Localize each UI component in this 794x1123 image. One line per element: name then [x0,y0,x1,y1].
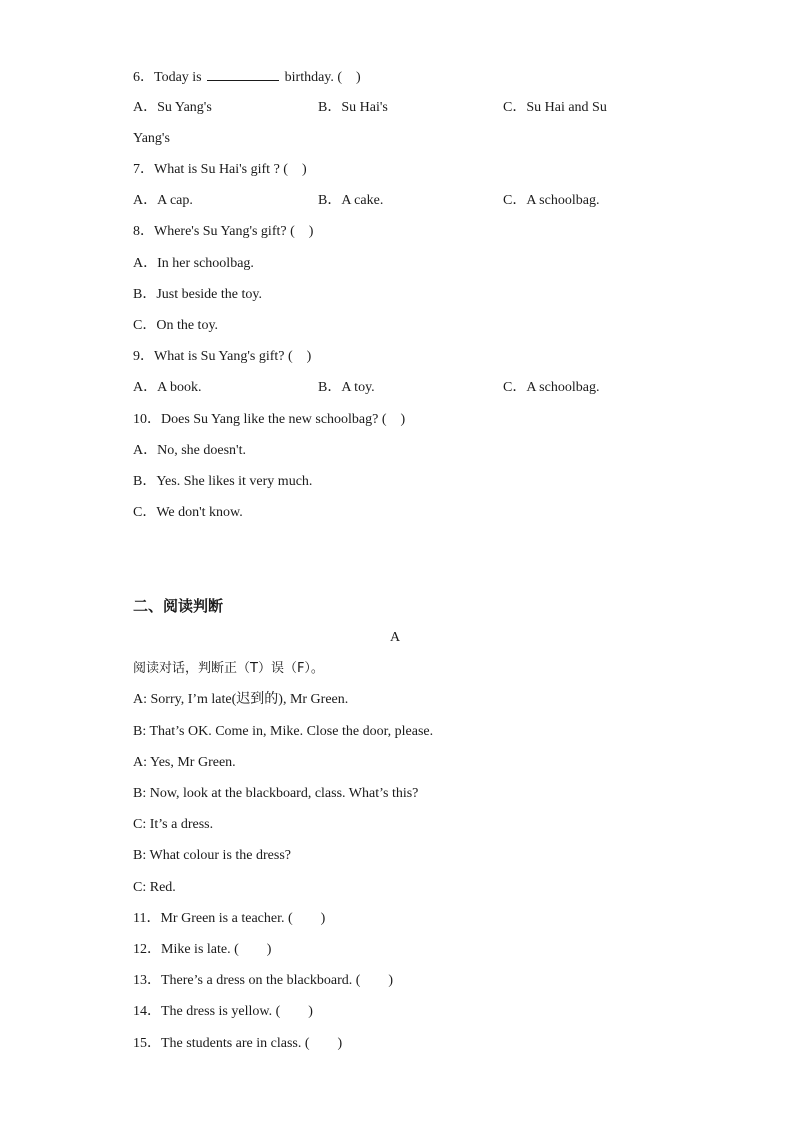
question-6-option-b: B．Su Hai's [318,100,388,115]
section-title: 二、阅读判断 [133,597,224,615]
question-10-stem: 10．Does Su Yang like the new schoolbag? ( ) [133,412,406,427]
question-8-option-b: B．Just beside the toy. [133,287,262,302]
dialogue-line: A: Yes, Mr Green. [133,755,236,770]
question-7-option-a: A．A cap. [133,193,193,208]
instruction: 阅读对话，判断正（T）误（F）。 [133,661,324,676]
question-9-option-c: C．A schoolbag. [503,380,600,395]
question-9-option-a: A．A book. [133,380,202,395]
question-10-option-c: C．We don't know. [133,505,243,520]
dialogue-line: C: It’s a dress. [133,817,214,832]
question-7-option-c: C．A schoolbag. [503,193,600,208]
question-9-stem: 9．What is Su Yang's gift? ( ) [133,349,312,364]
question-7-option-b: B．A cake. [318,193,384,208]
question-12: 12．Mike is late. ( ) [133,942,272,957]
question-15: 15．The students are in class. ( ) [133,1036,343,1051]
dialogue-line: C: Red. [133,880,176,895]
question-10-option-a: A．No, she doesn't. [133,443,246,458]
question-6-stem-start: 6．Today is [133,70,202,85]
answer-blank [207,67,279,81]
dialogue-line: A: Sorry, I’m late(迟到的), Mr Green. [133,692,349,707]
question-13: 13．There’s a dress on the blackboard. ( ) [133,973,394,988]
question-8-option-a: A．In her schoolbag. [133,256,254,271]
dialogue-line: B: Now, look at the blackboard, class. What’s this? [133,786,419,801]
question-6 [133,67,361,87]
question-8-option-c: C．On the toy. [133,318,219,333]
question-14: 14．The dress is yellow. ( ) [133,1004,313,1019]
question-6-option-c: C．Su Hai and Su [503,100,607,115]
passage-label: A [390,630,401,645]
question-6-stem-end: birthday. ( ) [284,70,361,85]
dialogue-line: B: That’s OK. Come in, Mike. Close the door, please. [133,724,434,739]
question-10-option-b: B．Yes. She likes it very much. [133,474,313,489]
dialogue-line: B: What colour is the dress? [133,848,291,863]
question-6-option-a: A．Su Yang's [133,100,212,115]
question-7-stem: 7．What is Su Hai's gift ? ( ) [133,162,307,177]
question-8-stem: 8．Where's Su Yang's gift? ( ) [133,224,314,239]
question-11: 11．Mr Green is a teacher. ( ) [133,911,326,926]
question-9-option-b: B．A toy. [318,380,375,395]
question-6-option-c-continued: Yang's [133,131,170,146]
